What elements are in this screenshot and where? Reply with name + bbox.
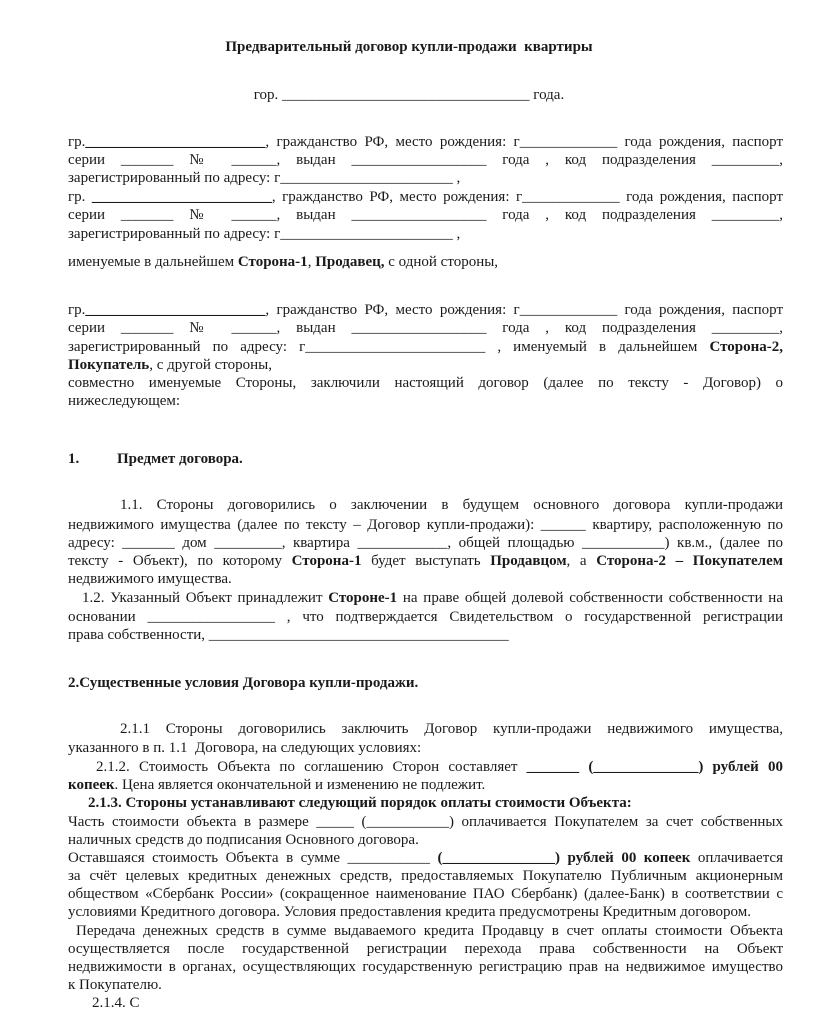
text: наличных средств до подписания Основного договора. <box>68 832 419 848</box>
bold-text: Сторона-1 <box>291 553 362 569</box>
bold-text: Сторона-2, <box>709 339 783 355</box>
bold-text: копеек <box>68 777 115 793</box>
text: тексту - Объект), по которому <box>68 553 292 569</box>
text: недвижимого имущества (далее по тексту – Договор купли-продажи): ______ квартиру, расположенную по <box>68 517 783 533</box>
bold-text: ________________________ <box>85 134 266 150</box>
text-line <box>68 338 783 356</box>
text: к Покупателю. <box>68 977 162 993</box>
text: будет выступать <box>361 553 491 569</box>
text-line <box>120 496 783 514</box>
text: 2.1.2. Стоимость Объекта по соглашению Сторон составляет <box>96 759 527 775</box>
text-line <box>68 674 418 692</box>
text: на праве общей долевой собственности собственности на <box>397 590 783 606</box>
text-line <box>88 794 632 812</box>
text: , гражданство РФ, место рождения: г_____________ года рождения, паспорт <box>265 302 783 318</box>
text-line <box>68 253 498 271</box>
text-line <box>68 534 783 552</box>
bold-text: Сторона-1 <box>237 254 308 270</box>
text: гр. <box>68 302 86 318</box>
text-line <box>68 301 783 319</box>
bold-text: 2.1.3. Стороны устанавливают следующий порядок оплаты стоимости Объекта: <box>88 795 632 811</box>
text-line <box>96 758 783 776</box>
text: зарегистрированный по адресу: г_______________________ , <box>68 226 461 242</box>
text: недвижимого имущества. <box>68 571 232 587</box>
text-line <box>68 570 232 588</box>
text: гр. <box>68 189 92 205</box>
text-line <box>68 225 460 243</box>
bold-text: Продавцом <box>490 553 567 569</box>
text: с одной стороны, <box>384 254 499 270</box>
text-line <box>92 994 140 1012</box>
text-line <box>68 831 419 849</box>
text-line <box>68 776 485 794</box>
text-line <box>68 958 783 976</box>
text-line <box>68 813 783 831</box>
bold-text: ________________________ <box>85 302 266 318</box>
text: . Цена является окончательной и изменению не подлежит. <box>114 777 486 793</box>
text-line <box>68 903 751 921</box>
text-line <box>68 169 460 187</box>
bold-text: (_______________) рублей 00 копеек <box>437 850 691 866</box>
text-line <box>68 206 783 224</box>
text-line <box>68 392 180 410</box>
text: основании _________________ , что подтверждается Свидетельством о государственной регистрации <box>68 609 783 625</box>
text: , а <box>566 553 597 569</box>
text-line <box>68 608 783 626</box>
text: именуемые в дальнейшем <box>68 254 238 270</box>
text: серии _______ № ______, выдан __________________ года , код подразделения _________, <box>68 320 783 336</box>
bold-text: Стороне-1 <box>328 590 398 606</box>
text: недвижимости в органах, осуществляющих государственную регистрацию прав на недвижимое имущество <box>68 959 783 975</box>
bold-text: Продавец, <box>315 254 385 270</box>
text: оплачивается <box>690 850 783 866</box>
text-line <box>68 133 783 151</box>
text-line <box>68 356 272 374</box>
text: , гражданство РФ, место рождения: г_____________ года рождения, паспорт <box>271 189 783 205</box>
text-line <box>68 626 509 644</box>
text-line <box>68 849 783 867</box>
text-line <box>68 940 783 958</box>
text: , с другой стороны, <box>149 357 273 373</box>
text: указанного в п. 1.1 Договора, на следующих условиях: <box>68 740 422 756</box>
text-line <box>76 922 783 940</box>
text-line <box>68 739 421 757</box>
document-title: Предварительный договор купли-продажи квартиры <box>225 39 593 55</box>
text: 1.1. Стороны договорились о заключении в будущем основного договора купли-продажи <box>120 497 783 513</box>
text-line <box>117 450 243 468</box>
text-line <box>68 552 783 570</box>
text: зарегистрированный по адресу: г________________________ , именуемый в дальнейшем <box>68 339 710 355</box>
text-line <box>68 319 783 337</box>
text-line <box>68 885 783 903</box>
bold-text: Сторона-2 – Покупателем <box>596 553 783 569</box>
text-line <box>68 516 783 534</box>
text: , гражданство РФ, место рождения: г_____________ года рождения, паспорт <box>265 134 783 150</box>
text: гр. <box>68 134 86 150</box>
text-line <box>68 450 79 468</box>
text: права собственности, ________________________________________ <box>68 627 509 643</box>
text-line <box>82 589 783 607</box>
text: серии _______ № ______, выдан __________________ года , код подразделения _________, <box>68 207 783 223</box>
text-line <box>0 86 818 104</box>
text: адресу: _______ дом _________, квартира ____________, общей площадью ___________) кв.м., (далее по <box>68 535 783 551</box>
text: условиями Кредитного договора. Условия предоставления кредита предусмотрены Кредитным договором. <box>68 904 751 920</box>
text: 2.1.1 Стороны договорились заключить Договор купли-продажи недвижимого имущества, <box>120 721 783 737</box>
text: , <box>307 254 316 270</box>
bold-text: Покупатель <box>68 357 150 373</box>
text-line <box>68 867 783 885</box>
text: за счёт целевых кредитных денежных средств, предоставляемых Покупателю Публичным акционерным <box>68 868 783 884</box>
text-line <box>120 720 783 738</box>
text: серии _______ № ______, выдан __________________ года , код подразделения _________, <box>68 152 783 168</box>
text-line <box>68 976 162 994</box>
bold-text: 1. <box>68 451 80 467</box>
text: Часть стоимости объекта в размере _____ (___________) оплачивается Покупателем за счет собственных <box>68 814 783 830</box>
bold-text: ________________________ <box>91 189 272 205</box>
text: совместно именуемые Стороны, заключили настоящий договор (далее по тексту - Договор) о <box>68 375 783 391</box>
text-line <box>68 151 783 169</box>
text-line <box>68 188 783 206</box>
text: зарегистрированный по адресу: г_______________________ , <box>68 170 461 186</box>
bold-text: Предмет договора. <box>117 451 243 467</box>
text: 1.2. Указанный Объект принадлежит <box>82 590 329 606</box>
text: Передача денежных средств в сумме выдаваемого кредита Продавцу в счет оплаты стоимости Объекта <box>76 923 783 939</box>
text: нижеследующем: <box>68 393 181 409</box>
bold-text: _______ (______________) рублей 00 <box>526 759 783 775</box>
text: 2.1.4. С <box>92 995 140 1011</box>
text: осуществляется после государственной регистрации перехода права собственности на Объект <box>68 941 783 957</box>
bold-text: 2.Существенные условия Договора купли-продажи. <box>68 675 419 691</box>
text: обществом «Сбербанк России» (сокращенное наименование ПАО Сбербанк) (далее-Банк) в соответствии с <box>68 886 783 902</box>
text: гор. _________________________________ года. <box>253 87 565 103</box>
text-line <box>68 374 783 392</box>
text: Оставшаяся стоимость Объекта в сумме ___________ <box>68 850 438 866</box>
